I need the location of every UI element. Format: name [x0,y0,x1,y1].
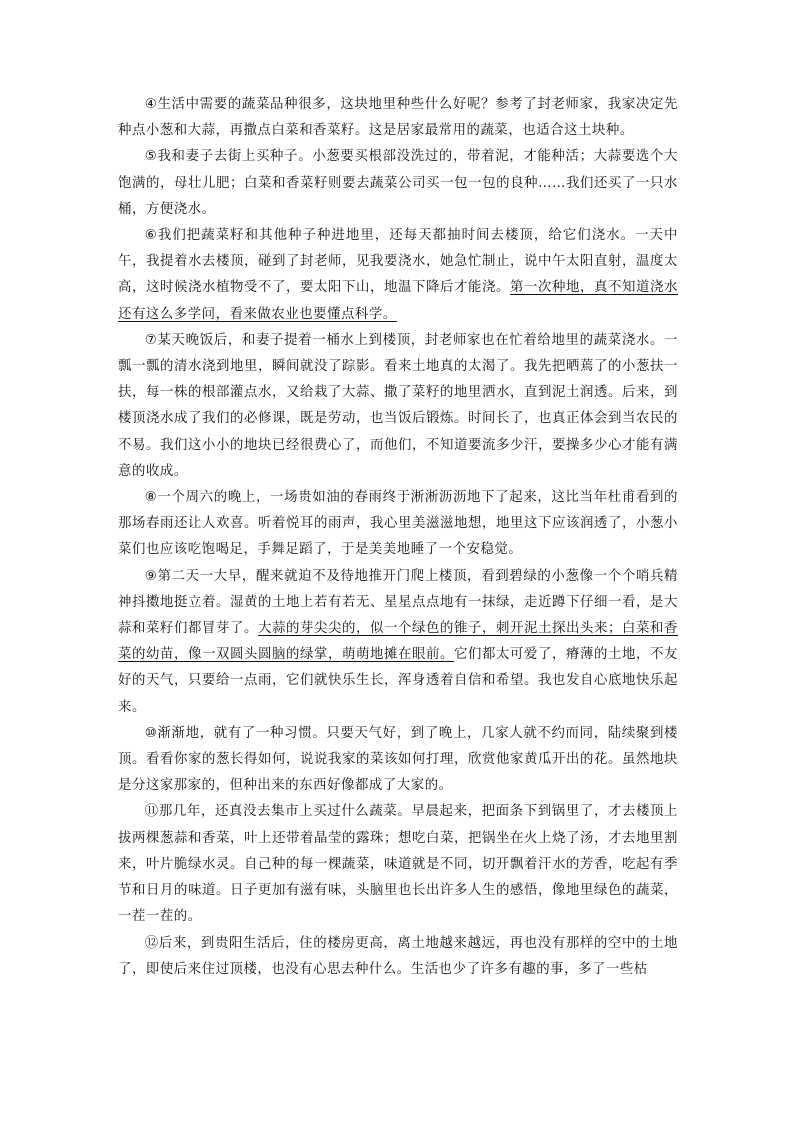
paragraph-6 [118,223,678,328]
paragraph-text: ⑦某天晚饭后，和妻子提着一桶水上到楼顶，封老师家也在忙着给地里的蔬菜浇水。一瓢一瓢的清水浇到地里，瞬间就没了踪影。看来土地真的太渴了。我先把晒蔫了的小葱扶一扶，每一株的根部灌点水，又给栽了大蒜、撒了菜籽的地里洒水，直到泥土润透。后来，到楼顶浇水成了我们的必修课，既是劳动，也当饭后锻炼。时间长了，也真正体会到当农民的不易。我们这小小的地块已经很费心了，而他们，不知道要流多少汗，要操多少心才能有满意的收成。 [118,332,678,479]
paragraph-text: 它们都太可爱了，瘠薄的土地，不友好的天气，只要给一点雨，它们就快乐生长，浑身透着自信和希望。我也发自心底地快乐起来。 [118,647,678,715]
paragraph-text: ⑨第二天一大早，醒来就迫不及待地推开门爬上楼顶，看到碧绿的小葱像一个个哨兵精神抖擞地挺立着。湿黄的土地上若有若无、星星点点地有一抹绿，走近蹲下仔细一看，是大蒜和菜籽们都冒芽了。 [118,568,678,637]
paragraph-12 [118,931,678,983]
underlined-sentence: 大蒜的芽尖尖的，似一个绿色的锥子，刺开泥土探出头来；白菜和香菜的幼苗，像一双圆头圆脑的绿掌，萌萌地摊在眼前。 [118,621,678,663]
paragraph-text: ⑫后来，到贵阳生活后，住的楼房更高，离土地越来越远，再也没有那样的空中的土地了，即使后来住过顶楼，也没有心思去种什么。生活也少了许多有趣的事，多了一些枯 [118,935,678,977]
article-body [118,92,678,983]
paragraph-8 [118,485,678,564]
paragraph-7 [118,328,678,485]
paragraph-4 [118,92,678,144]
paragraph-text: ⑧一个周六的晚上，一场贵如油的春雨终于淅淅沥沥地下了起来，这比当年杜甫看到的那场春雨还让人欢喜。听着悦耳的雨声，我心里美滋滋地想，地里这下应该润透了，小葱小菜们也应该吃饱喝足，手舞足蹈了，于是美美地睡了一个安稳觉。 [118,490,678,558]
paragraph-9 [118,564,678,721]
paragraph-11 [118,799,678,930]
paragraph-10 [118,721,678,800]
paragraph-5 [118,144,678,223]
paragraph-text: ⑤我和妻子去街上买种子。小葱要买根部没洗过的，带着泥，才能种活；大蒜要选个大饱满的，母壮儿肥；白菜和香菜籽则要去蔬菜公司买一包一包的良种……我们还买了一只水桶，方便浇水。 [118,149,678,217]
paragraph-text: ⑩渐渐地，就有了一种习惯。只要天气好，到了晚上，几家人就不约而同，陆续聚到楼顶。看看你家的葱长得如何，说说我家的菜该如何打理，欣赏他家黄瓜开出的花。虽然地块是分这家那家的，但种出来的东西好像都成了大家的。 [118,725,678,794]
paragraph-text: ⑥我们把蔬菜籽和其他种子种进地里，还每天都抽时间去楼顶，给它们浇水。一天中午，我提着水去楼顶，碰到了封老师，见我要浇水，她急忙制止，说中午太阳直射，温度太高，这时候浇水植物受不了，要太阳下山，地温下降后才能浇。 [118,228,678,296]
underlined-sentence: 第一次种地，真不知道浇水还有这么多学问，看来做农业也要懂点科学。 [118,280,678,322]
paragraph-text: ⑪那几年，还真没去集市上买过什么蔬菜。早晨起来，把面条下到锅里了，才去楼顶上拔两棵葱蒜和香菜，叶上还带着晶莹的露珠；想吃白菜，把锅坐在火上烧了汤，才去地里割来，叶片脆绿水灵。自己种的每一棵蔬菜，味道就是不同，切开飘着汗水的芳香，吃起有季节和日月的味道。日子更加有滋有味，头脑里也长出许多人生的感悟，像地里绿色的蔬菜，一茬一茬的。 [118,804,678,925]
paragraph-text: ④生活中需要的蔬菜品种很多，这块地里种些什么好呢？参考了封老师家，我家决定先种点小葱和大蒜，再撒点白菜和香菜籽。这是居家最常用的蔬菜，也适合这土块种。 [118,97,678,139]
